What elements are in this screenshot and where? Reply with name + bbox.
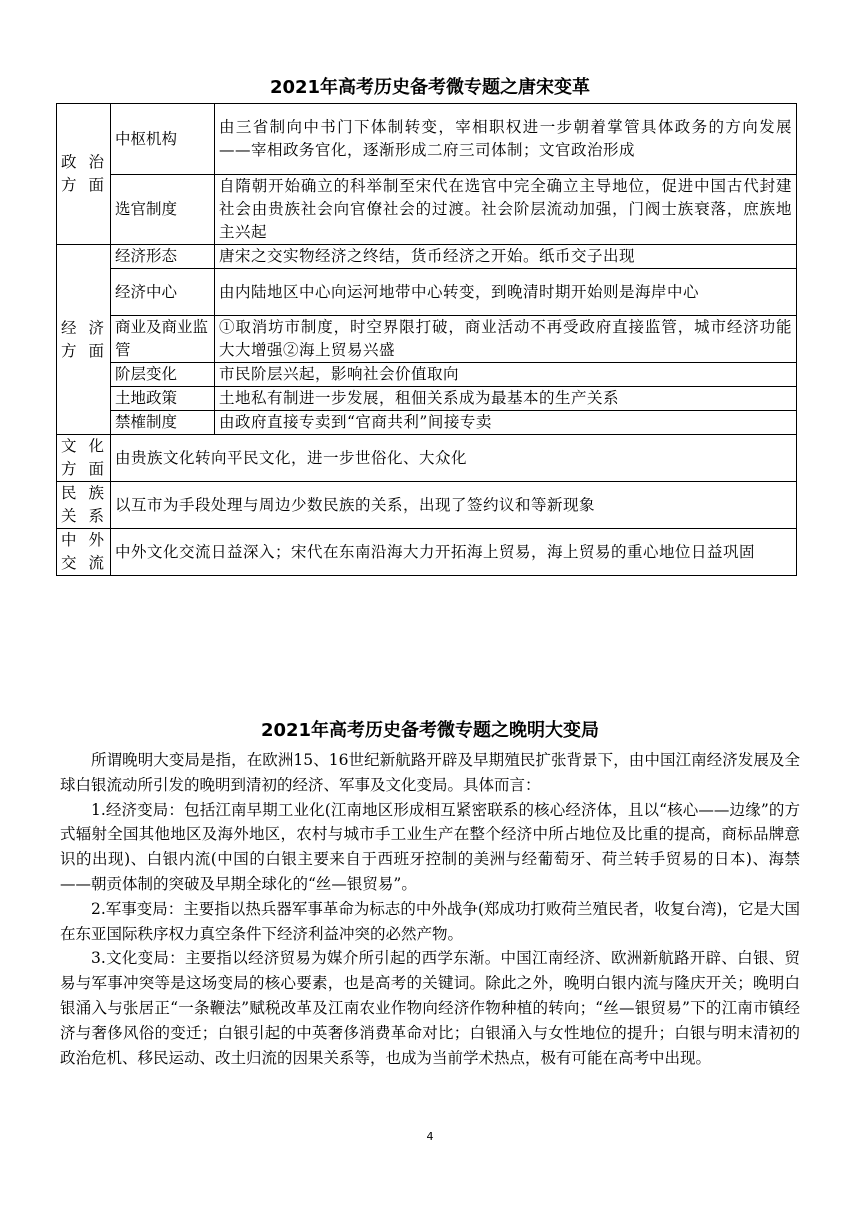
description-cell: 唐宋之交实物经济之终结，货币经济之开始。纸币交子出现 [215,245,797,269]
category-cell: 文化方面 [57,435,111,482]
tang-song-table [56,103,797,576]
description-cell: 中外文化交流日益深入；宋代在东南沿海大力开拓海上贸易，海上贸易的重心地位日益巩固 [111,529,797,576]
table-row [57,387,797,411]
description-cell: 由内陆地区中心向运河地带中心转变，到晚清时期开始则是海岸中心 [215,269,797,316]
subcategory-cell: 阶层变化 [111,363,215,387]
subcategory-cell: 经济形态 [111,245,215,269]
table-row [57,104,797,175]
description-cell: 市民阶层兴起，影响社会价值取向 [215,363,797,387]
description-cell: 由政府直接专卖到“官商共利”间接专卖 [215,411,797,435]
table-row [57,316,797,363]
description-cell: 以互市为手段处理与周边少数民族的关系，出现了签约议和等新现象 [111,482,797,529]
subcategory-cell: 商业及商业监管 [111,316,215,363]
subcategory-cell: 禁榷制度 [111,411,215,435]
description-cell: 土地私有制进一步发展，租佃关系成为最基本的生产关系 [215,387,797,411]
table-row [57,363,797,387]
subcategory-cell: 选官制度 [111,175,215,245]
table-row [57,245,797,269]
essay-body [60,748,800,1070]
table-row [57,269,797,316]
paragraph: 3.文化变局：主要指以经济贸易为媒介所引起的西学东渐。中国江南经济、欧洲新航路开辟、白银、贸易与军事冲突等是这场变局的核心要素，也是高考的关键词。除此之外，晚明白银内流与隆庆开关；晚明白银涌入与张居正“一条鞭法”赋税改革及江南农业作物向经济作物种植的转向；“丝—银贸易”下的江南市镇经济与奢侈风俗的变迁；白银引起的中英奢侈消费革命对比；白银涌入与女性地位的提升；白银与明末清初的政治危机、移民运动、改土归流的因果关系等，也成为当前学术热点，极有可能在高考中出现。 [60,949,800,1067]
category-cell: 民族关系 [57,482,111,529]
subcategory-cell: 经济中心 [111,269,215,316]
table-row [57,435,797,482]
description-cell: 由三省制向中书门下体制转变，宰相职权进一步朝着掌管具体政务的方向发展——宰相政务官化，逐渐形成二府三司体制；文官政治形成 [215,104,797,175]
page-number: 4 [426,1130,434,1143]
table-row [57,529,797,576]
subcategory-cell: 土地政策 [111,387,215,411]
description-cell: 自隋朝开始确立的科举制至宋代在选官中完全确立主导地位，促进中国古代封建社会由贵族社会向官僚社会的过渡。社会阶层流动加强，门阀士族衰落，庶族地主兴起 [215,175,797,245]
section1-title: 2021年高考历史备考微专题之唐宋变革 [269,77,591,98]
section2-title: 2021年高考历史备考微专题之晚明大变局 [260,720,600,741]
category-cell: 中外交流 [57,529,111,576]
table-row [57,411,797,435]
description-cell: 由贵族文化转向平民文化，进一步世俗化、大众化 [111,435,797,482]
paragraph: 所谓晚明大变局是指，在欧洲15、16世纪新航路开辟及早期殖民扩张背景下，由中国江南经济发展及全球白银流动所引发的晚明到清初的经济、军事及文化变局。具体而言： [60,751,800,794]
category-cell: 政治方面 [57,104,111,245]
table-row [57,482,797,529]
subcategory-cell: 中枢机构 [111,104,215,175]
paragraph: 1.经济变局：包括江南早期工业化(江南地区形成相互紧密联系的核心经济体，且以“核心——边缘”的方式辐射全国其他地区及海外地区，农村与城市手工业生产在整个经济中所占地位及比重的提高，商标品牌意识的出现)、白银内流(中国的白银主要来自于西班牙控制的美洲与经葡萄牙、荷兰转手贸易的日本)、海禁——朝贡体制的突破及早期全球化的“丝—银贸易”。 [60,800,800,893]
description-cell: ①取消坊市制度，时空界限打破，商业活动不再受政府直接监管，城市经济功能大大增强②海上贸易兴盛 [215,316,797,363]
table-row [57,175,797,245]
category-cell: 经济方面 [57,245,111,435]
paragraph: 2.军事变局：主要指以热兵器军事革命为标志的中外战争(郑成功打败荷兰殖民者，收复台湾)，它是大国在东亚国际秩序权力真空条件下经济利益冲突的必然产物。 [60,899,800,943]
